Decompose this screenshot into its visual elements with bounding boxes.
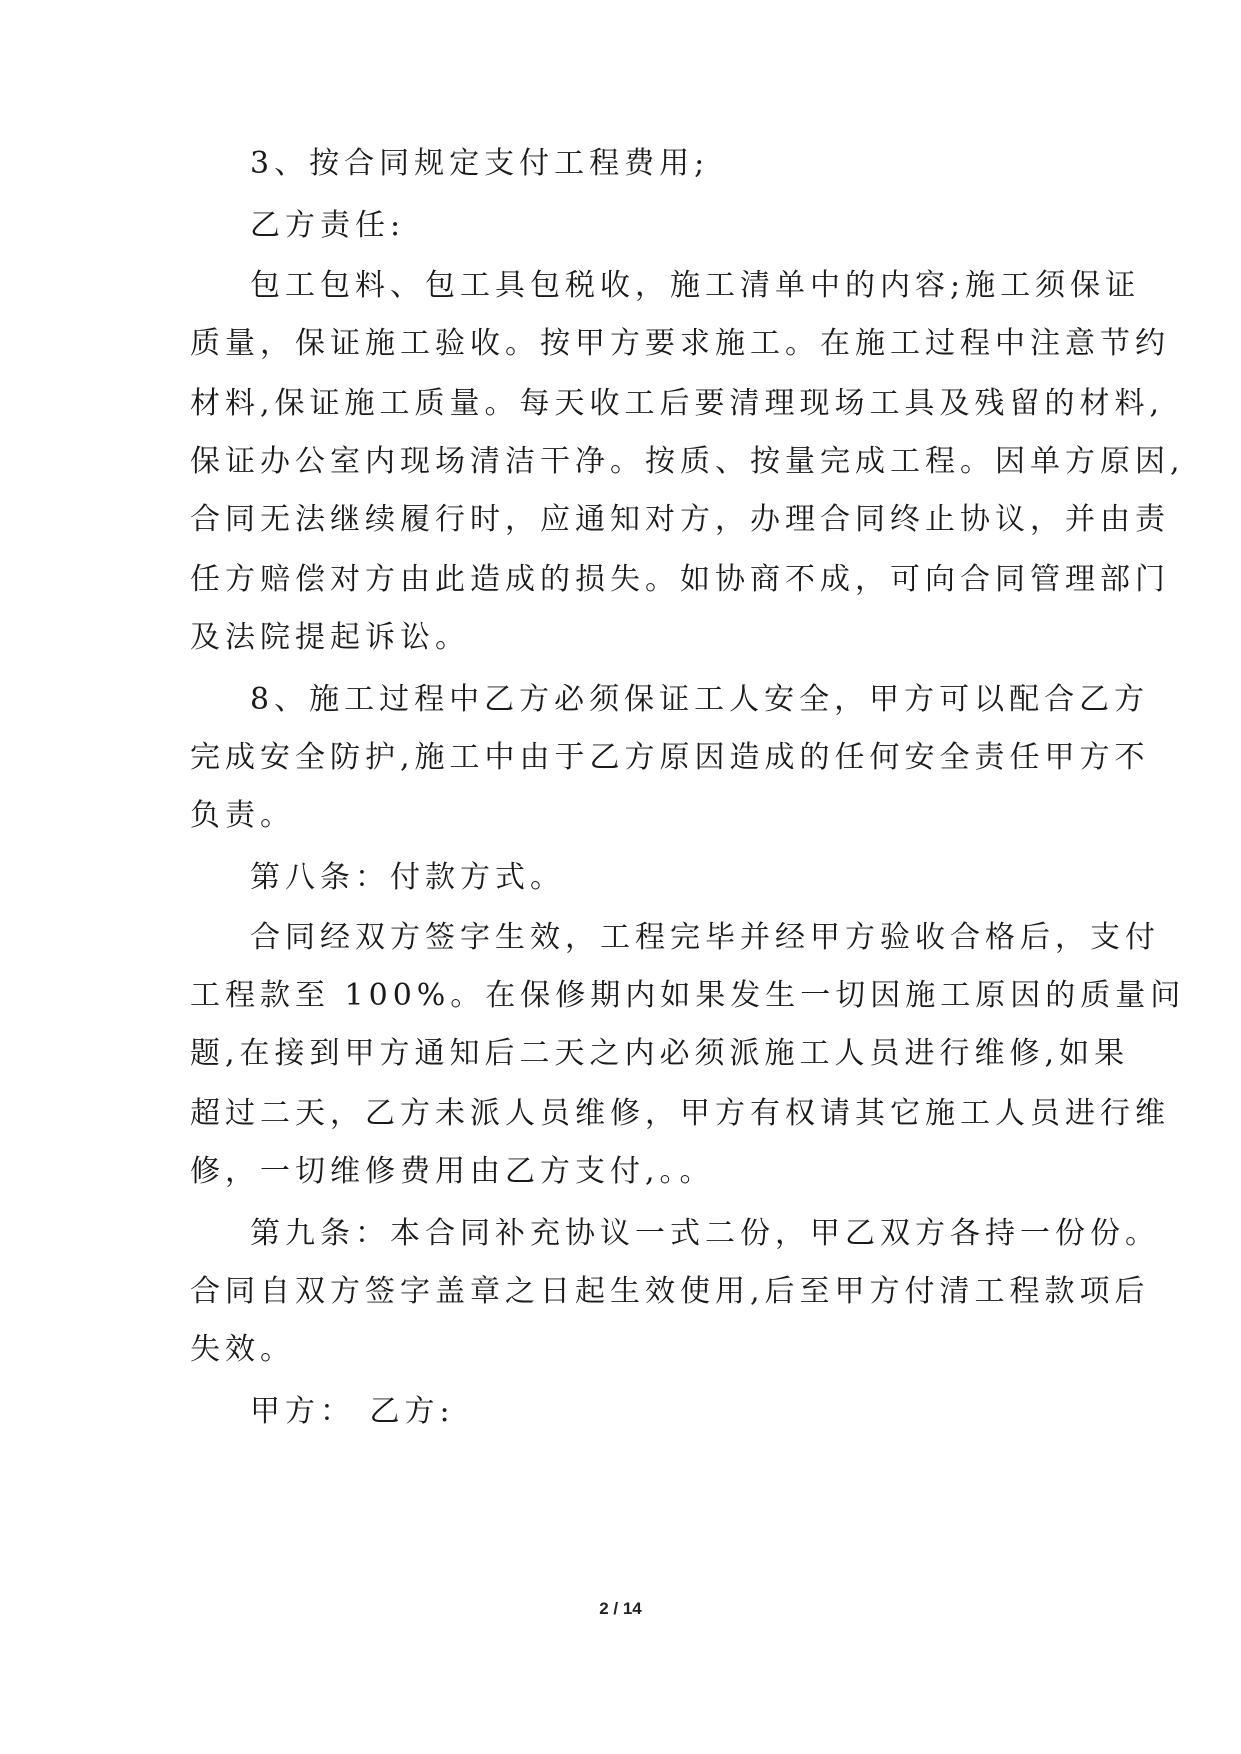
paragraph-line: 乙方责任: [250,208,406,243]
paragraph-line: 材料,保证施工质量。每天收工后要清理现场工具及残留的材料, [190,386,1165,421]
page-number: 2 / 14 [599,1599,642,1618]
paragraph-line: 及法院提起诉讼。 [190,620,470,655]
paragraph-line: 修，一切维修费用由乙方支付,。。 [190,1154,715,1189]
paragraph-line: 任方赔偿对方由此造成的损失。如协商不成，可向合同管理部门 [190,562,1170,597]
paragraph-line: 失效。 [190,1332,295,1367]
paragraph-line: 工程款至 100%。在保修期内如果发生一切因施工原因的质量问 [190,978,1186,1013]
paragraph-line: 超过二天，乙方未派人员维修，甲方有权请其它施工人员进行维 [190,1096,1170,1131]
paragraph-line: 合同无法继续履行时，应通知对方，办理合同终止协议，并由责 [190,502,1170,537]
paragraph-line: 题,在接到甲方通知后二天之内必须派施工人员进行维修,如果 [190,1036,1130,1071]
paragraph-line: 完成安全防护,施工中由于乙方原因造成的任何安全责任甲方不 [190,740,1150,775]
section-heading: 第八条：付款方式。 [250,860,565,895]
paragraph-line: 合同经双方签字生效，工程完毕并经甲方验收合格后，支付 [250,920,1160,955]
paragraph-line: 负责。 [190,798,295,833]
paragraph-line: 3、按合同规定支付工程费用; [250,146,710,181]
paragraph-line: 保证办公室内现场清洁干净。按质、按量完成工程。因单方原因, [190,444,1185,479]
paragraph-line: 合同自双方签字盖章之日起生效使用,后至甲方付清工程款项后 [190,1274,1150,1309]
paragraph-line: 8、施工过程中乙方必须保证工人安全，甲方可以配合乙方 [250,682,1150,717]
section-heading: 第九条：本合同补充协议一式二份，甲乙双方各持一份份。 [250,1216,1160,1251]
signature-line: 甲方： 乙方: [250,1394,455,1429]
paragraph-line: 包工包料、包工具包税收，施工清单中的内容;施工须保证 [250,268,1141,303]
paragraph-line: 质量，保证施工验收。按甲方要求施工。在施工过程中注意节约 [190,326,1170,361]
